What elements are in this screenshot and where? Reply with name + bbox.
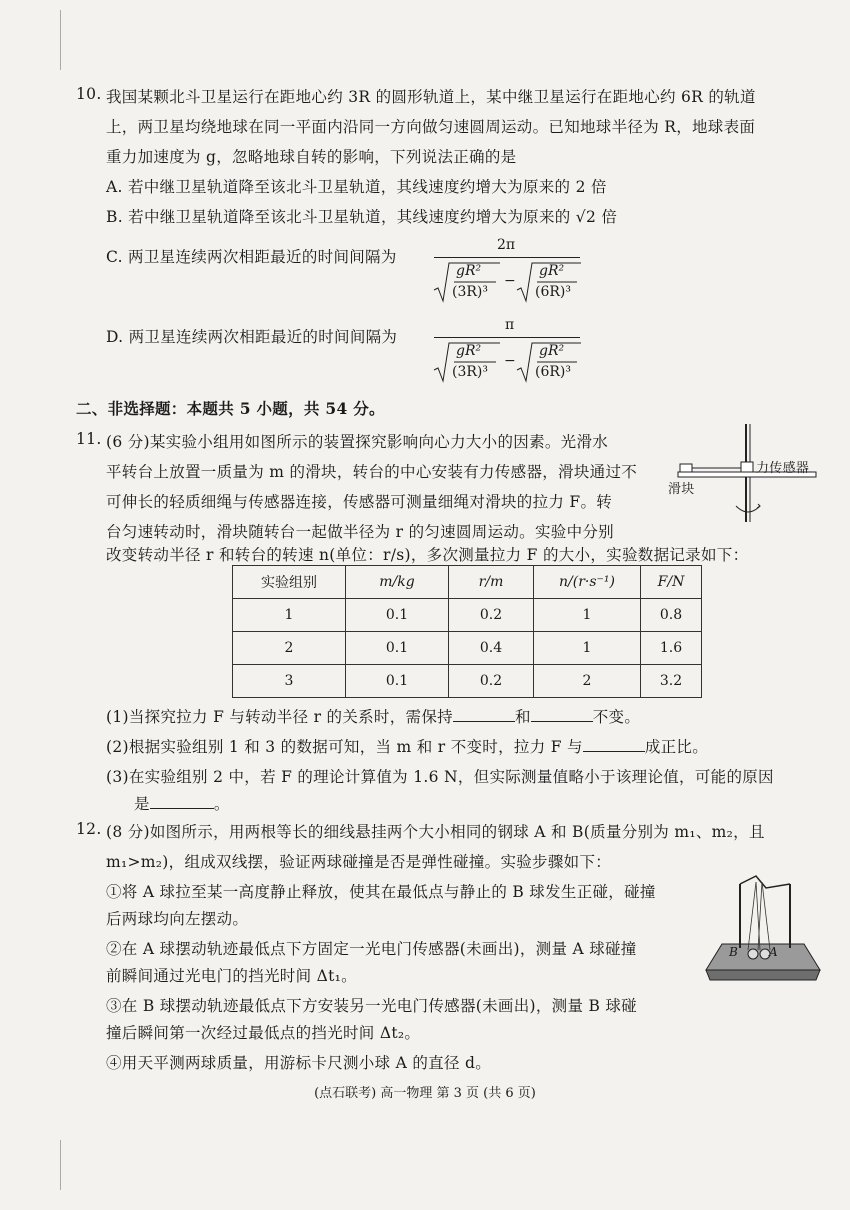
q12-pendulum-figure bbox=[700, 870, 825, 990]
q10-c-fraction-bar bbox=[434, 257, 580, 258]
q10-d-den-1: (3R)³ bbox=[452, 364, 488, 380]
q10-d-gr2-2: gR² bbox=[539, 343, 565, 359]
q11-sub3-text-c: 。 bbox=[213, 795, 230, 813]
q12-step3a: ③在 B 球摆动轨迹最低点下方安装另一光电门传感器(未画出)，测量 B 球碰 bbox=[106, 997, 637, 1015]
table-header-cell: 实验组别 bbox=[233, 566, 346, 599]
q12-step3b: 撞后瞬间第一次经过最低点的挡光时间 Δt₂。 bbox=[106, 1024, 421, 1042]
q11-sub1-text-b: 和 bbox=[514, 708, 531, 726]
table-header-cell: r/m bbox=[449, 566, 534, 599]
answer-blank[interactable] bbox=[453, 721, 515, 722]
q11-figure-label-sensor: 力传感器 bbox=[756, 461, 810, 476]
table-cell: 3.2 bbox=[641, 665, 702, 698]
q12-step1b: 后两球均向左摆动。 bbox=[106, 910, 249, 928]
q10-d-minus: − bbox=[504, 353, 516, 369]
q12-step4: ④用天平测两球质量，用游标卡尺测小球 A 的直径 d。 bbox=[106, 1054, 491, 1072]
scan-edge-mark bbox=[60, 10, 61, 70]
q12-step2a: ②在 A 球摆动轨迹最低点下方固定一光电门传感器(未画出)，测量 A 球碰撞 bbox=[106, 940, 637, 958]
scan-edge-mark bbox=[60, 1140, 61, 1190]
table-row bbox=[233, 632, 702, 665]
q11-data-table bbox=[232, 565, 702, 698]
page-footer: (点石联考) 高一物理 第 3 页 (共 6 页) bbox=[314, 1086, 536, 1101]
table-cell: 0.4 bbox=[449, 632, 534, 665]
q10-c-gr2-1: gR² bbox=[456, 263, 482, 279]
section-heading: 二、非选择题：本题共 5 小题，共 54 分。 bbox=[76, 399, 385, 418]
q11-line4: 台匀速转动时，滑块随转台一起做半径为 r 的匀速圆周运动。实验中分别 bbox=[106, 523, 614, 541]
q11-sub2-text-a: (2)根据实验组别 1 和 3 的数据可知，当 m 和 r 不变时，拉力 F 与 bbox=[106, 738, 583, 756]
table-header-cell: n/(r·s⁻¹) bbox=[534, 566, 641, 599]
table-row bbox=[233, 665, 702, 698]
table-cell: 2 bbox=[534, 665, 641, 698]
q10-c-den-1: (3R)³ bbox=[452, 284, 488, 300]
table-cell: 0.2 bbox=[449, 599, 534, 632]
q10-c-den-2: (6R)³ bbox=[535, 284, 571, 300]
q11-figure-label-block: 滑块 bbox=[668, 482, 695, 497]
q10-option-d: D. 两卫星连续两次相距最近的时间间隔为 bbox=[106, 328, 398, 346]
table-header-row bbox=[233, 566, 702, 599]
q10-option-a: A. 若中继卫星轨道降至该北斗卫星轨道，其线速度约增大为原来的 2 倍 bbox=[106, 178, 607, 196]
q10-stem-line1: 我国某颗北斗卫星运行在距地心约 3R 的圆形轨道上，某中继卫星运行在距地心约 6R 的轨道 bbox=[106, 88, 756, 106]
q10-stem-line3: 重力加速度为 g，忽略地球自转的影响，下列说法正确的是 bbox=[106, 148, 517, 166]
q11-sub1-text-a: (1)当探究拉力 F 与转动半径 r 的关系时，需保持 bbox=[106, 708, 453, 726]
q11-sub1-text-c: 不变。 bbox=[592, 708, 641, 726]
q11-line5: 改变转动半径 r 和转台的转速 n(单位：r/s)，多次测量拉力 F 的大小，实验数据记录如下： bbox=[106, 546, 749, 564]
table-cell: 0.1 bbox=[346, 599, 449, 632]
q11-sub3: (3)在实验组别 2 中，若 F 的理论计算值为 1.6 N，但实际测量值略小于该理论值，可能的原因 bbox=[106, 768, 774, 786]
q11-sub2 bbox=[106, 735, 708, 757]
q10-c-numerator: 2π bbox=[497, 237, 516, 253]
table-cell: 3 bbox=[233, 665, 346, 698]
table-header-cell: F/N bbox=[641, 566, 702, 599]
q12-figure-label-a: A bbox=[769, 945, 778, 959]
q10-c-gr2-2: gR² bbox=[539, 263, 565, 279]
q12-line1: (8 分)如图所示，用两根等长的细线悬挂两个大小相同的钢球 A 和 B(质量分别为 m₁、m₂，且 bbox=[106, 823, 765, 841]
table-cell: 1 bbox=[233, 599, 346, 632]
q11-line1: (6 分)某实验小组用如图所示的装置探究影响向心力大小的因素。光滑水 bbox=[106, 433, 609, 451]
q11-sub3-cont bbox=[134, 792, 230, 814]
table-cell: 0.1 bbox=[346, 665, 449, 698]
table-header-cell: m/kg bbox=[346, 566, 449, 599]
table-row bbox=[233, 599, 702, 632]
q12-figure-label-b: B bbox=[729, 945, 739, 959]
q11-sub1 bbox=[106, 705, 640, 727]
q10-d-gr2-1: gR² bbox=[456, 343, 482, 359]
q10-d-fraction-bar bbox=[434, 337, 580, 338]
q12-step1a: ①将 A 球拉至某一高度静止释放，使其在最低点与静止的 B 球发生正碰，碰撞 bbox=[106, 883, 656, 901]
q10-d-numerator: π bbox=[505, 317, 515, 333]
q11-number: 11. bbox=[76, 430, 102, 448]
table-cell: 1 bbox=[534, 599, 641, 632]
table-cell: 1.6 bbox=[641, 632, 702, 665]
q10-option-b: B. 若中继卫星轨道降至该北斗卫星轨道，其线速度约增大为原来的 √2 倍 bbox=[106, 208, 618, 226]
table-cell: 1 bbox=[534, 632, 641, 665]
q10-number: 10. bbox=[76, 85, 102, 103]
table-cell: 0.1 bbox=[346, 632, 449, 665]
q11-line2: 平转台上放置一质量为 m 的滑块，转台的中心安装有力传感器，滑块通过不 bbox=[106, 463, 638, 481]
q10-d-den-2: (6R)³ bbox=[535, 364, 571, 380]
q12-step2b: 前瞬间通过光电门的挡光时间 Δt₁。 bbox=[106, 967, 357, 985]
q11-line3: 可伸长的轻质细绳与传感器连接，传感器可测量细绳对滑块的拉力 F。转 bbox=[106, 493, 613, 511]
table-cell: 0.2 bbox=[449, 665, 534, 698]
q11-sub2-text-b: 成正比。 bbox=[644, 738, 709, 756]
q11-sub3-text-b: 是 bbox=[134, 795, 150, 813]
answer-blank[interactable] bbox=[583, 751, 645, 752]
q12-line2: m₁>m₂)，组成双线摆，验证两球碰撞是否是弹性碰撞。实验步骤如下： bbox=[106, 853, 612, 871]
answer-blank[interactable] bbox=[531, 721, 593, 722]
table-cell: 0.8 bbox=[641, 599, 702, 632]
table-cell: 2 bbox=[233, 632, 346, 665]
answer-blank[interactable] bbox=[150, 808, 214, 809]
q10-stem-line2: 上，两卫星均绕地球在同一平面内沿同一方向做匀速圆周运动。已知地球半径为 R，地球表面 bbox=[106, 118, 756, 136]
q12-number: 12. bbox=[76, 820, 102, 838]
q10-c-minus: − bbox=[504, 273, 516, 289]
q10-option-c: C. 两卫星连续两次相距最近的时间间隔为 bbox=[106, 248, 397, 266]
